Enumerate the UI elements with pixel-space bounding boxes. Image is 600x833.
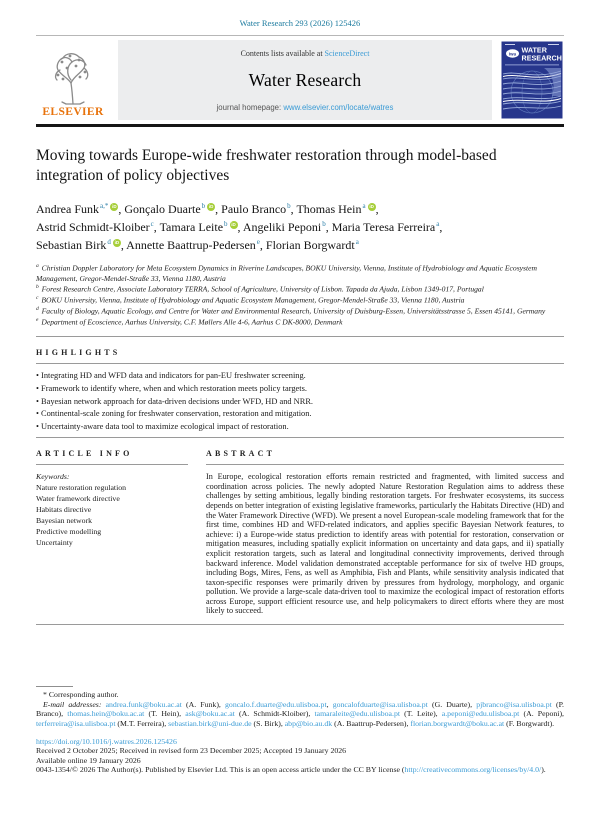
copyright-line: [36, 765, 564, 775]
abstract-text: In Europe, ecological restoration efforts remain restricted and fragmented, with limited success and coordination across policies. The newly adopted Nature Restoration Regulation aims to address these challenges by setting ambitious, legally binding restoration targets. For freshwater ecosystems, its success depends on better integration of existing legislative frameworks, particularly the Habitats Directive (HD) and the Water Framework Directive (WFD). We present a novel European-scale modeling framework that for the first time, combines HD and WFD-related indicators, and applies specific Bayesian Network features, to achieve: i) a Europe-wide status prediction to identify areas with potential for restoration, conservation or mitigation measures, including spatially explicit information on uncertainty and data gaps, and ii) spatially explicit restoration targets, such as lateral and longitudinal connectivity improvements, derived through backward inference. Model validation demonstrated acceptable performance for six of twelve HD groups, including Bogs, Mires, Fens, as well as Amphibia, Fish and Plants, while sensitivity analysis indicated that taxon-specific responses were primarily driven by pressures from hydrology, morphology, and organic pollution. We provide a large-scale data-driven tool to maximize the ecological impact of restoration efforts across Europe, support efficient resource use, and help policymakers to direct efforts where they are most likely to succeed.: [206, 472, 564, 616]
info-abstract-grid: [36, 449, 564, 616]
journal-first-page: [0, 18, 600, 625]
footnote-area: [36, 686, 564, 775]
email-label: E-mail addresses:: [43, 699, 106, 709]
keyword-item: Bayesian network: [36, 515, 93, 525]
abstract-heading: ABSTRACT: [206, 449, 276, 459]
keywords-label: Keywords:: [36, 472, 70, 482]
journal-homepage-link[interactable]: www.elsevier.com/locate/watres: [283, 103, 394, 112]
email-link[interactable]: ask@boku.ac.at: [185, 709, 235, 718]
author-name: Annette Baattrup-Pedersen$^e$,: [126, 237, 266, 252]
license-link[interactable]: http://creativecommons.org/licenses/by/4.0/: [404, 765, 542, 774]
affiliation-list: [36, 263, 564, 328]
abstract-rule: [206, 464, 564, 465]
elsevier-logo[interactable]: [36, 40, 110, 120]
email-link[interactable]: tamaraleite@edu.ulisboa.pt: [314, 709, 401, 718]
highlight-item: • Continental-scale zoning for freshwater conservation, restoration and mitigation.: [36, 409, 564, 418]
keyword-item: Nature restoration regulation: [36, 483, 127, 493]
keyword-item: Predictive modelling: [36, 526, 102, 536]
email-link[interactable]: sebastian.birk@uni-due.de: [168, 718, 252, 728]
affiliations-divider: [36, 336, 564, 337]
journal-cover-thumbnail[interactable]: [500, 40, 564, 120]
email-link[interactable]: pjbranco@isa.ulisboa.pt: [476, 699, 552, 709]
doi-line: [36, 737, 564, 746]
orcid-icon[interactable]: iD: [112, 203, 117, 209]
keyword-item: Uncertainty: [36, 537, 73, 547]
masthead: [36, 40, 564, 120]
corresponding-author-note: * Corresponding author.: [43, 690, 119, 699]
sciencedirect-link[interactable]: ScienceDirect: [324, 49, 370, 58]
masthead-bottom-rule: [36, 124, 564, 127]
highlights-list: [36, 371, 564, 431]
footnote-divider: [36, 686, 73, 687]
email-list: andrea.funk@boku.ac.at (A. Funk), goncalo.f.duarte@edu.ulisboa.pt, goncalofduarte@isa.ulisboa.pt (G. Duarte), pjbranco@isa.ulisboa.pt (P. Branco), thomas.hein@boku.ac.at (T. Hein), ask@boku.ac.at (A. Schmidt-Kloiber), tamaraleite@edu.ulisboa.pt (T. Leite), a.peponi@edu.ulisboa.pt (A. Peponi), terferreira@isa.ulisboa.pt (M.T. Ferreira), sebastian.birk@uni-due.de (S. Birk), abp@bio.au.dk (A. Baattrup-Pedersen), florian.borgwardt@boku.ac.at (F. Borgwardt).: [36, 699, 565, 728]
affiliation: $^b$ Forest Research Centre, Associate Laboratory TERRA, School of Agriculture, University of Lisbon. Tapada da Ajuda, Lisbon 1349-017, Portugal: [36, 284, 484, 294]
highlights-bottom-divider: [36, 437, 564, 438]
orcid-icon[interactable]: iD: [114, 239, 120, 245]
homepage-line: [217, 103, 394, 112]
highlights-heading: HIGHLIGHTS: [36, 348, 121, 358]
highlight-item: • Integrating HD and WFD data and indicators for pan-EU freshwater screening.: [36, 371, 564, 380]
keyword-item: Water framework directive: [36, 493, 120, 503]
author-name: Gonçalo Duarte$^b$ iD ,: [124, 201, 222, 216]
elsevier-tree-icon: [46, 50, 100, 106]
running-head-citation: Water Research 293 (2026) 125426: [239, 18, 361, 28]
journal-title: Water Research: [248, 70, 362, 90]
copyright-suffix: ).: [541, 765, 546, 774]
keywords-block: [36, 472, 188, 548]
email-link[interactable]: goncalofduarte@isa.ulisboa.pt: [332, 699, 428, 709]
highlight-item: • Bayesian network approach for data-driven decisions under WFD, HD and NRR.: [36, 397, 564, 406]
email-link[interactable]: abp@bio.au.dk: [284, 718, 333, 728]
cover-title-line1: WATER: [521, 45, 547, 55]
author-list: [36, 200, 564, 254]
article-info-column: [36, 449, 188, 616]
highlight-item: • Uncertainty-aware data tool to maximize ecological impact of restoration.: [36, 422, 564, 431]
author-name: Maria Teresa Ferreira$^a$,: [331, 219, 443, 234]
orcid-icon[interactable]: iD: [369, 203, 374, 209]
elsevier-wordmark: ELSEVIER: [42, 105, 104, 118]
masthead-box: [118, 40, 492, 120]
contents-line: [241, 49, 370, 58]
author-name: Tamara Leite$^b$ iD ,: [159, 219, 243, 234]
email-link[interactable]: goncalo.f.duarte@edu.ulisboa.pt: [225, 699, 327, 709]
iwa-badge-text: iwa: [508, 51, 517, 57]
article-title: Moving towards Europe-wide freshwater restoration through model-based integration of policy objectives: [36, 147, 497, 185]
email-link[interactable]: terferreira@isa.ulisboa.pt: [36, 718, 116, 728]
highlight-item: • Framework to identify where, when and which restoration meets policy targets.: [36, 384, 564, 393]
orcid-icon[interactable]: iD: [231, 221, 236, 227]
affiliation: $^d$ Faculty of Biology, Aquatic Ecology, and Centre for Water and Environmental Research, University of Duisburg-Essen, Universitätsstrasse 5, Essen 45141, Germany: [36, 306, 546, 316]
keywords-list: [36, 483, 188, 548]
copyright-text: 0043-1354/© 2026 The Author(s). Published by Elsevier Ltd. This is an open access article under the CC BY license (: [36, 765, 405, 774]
abstract-bottom-divider: [36, 624, 564, 625]
email-link[interactable]: andrea.funk@boku.ac.at: [105, 699, 182, 709]
keyword-item: Habitats directive: [36, 504, 92, 514]
affiliation: $^c$ BOKU University, Vienna, Institute of Hydrobiology and Aquatic Ecosystem Management, Gregor-Mendel-Straße 33, Vienna 1180, Austria: [36, 295, 465, 305]
author-name: Astrid Schmidt-Kloiber$^c$,: [36, 219, 160, 234]
available-online: Available online 19 January 2026: [36, 755, 141, 765]
homepage-prefix: journal homepage:: [216, 103, 284, 112]
author-name: Thomas Hein$^a$ iD ,: [296, 201, 379, 216]
cover-title-line2: RESEARCH: [521, 53, 562, 63]
author-name: Paulo Branco$^b$,: [221, 201, 297, 216]
top-divider: [36, 35, 564, 36]
author-name: Angeliki Peponi$^b$,: [242, 219, 332, 234]
abstract-column: [206, 449, 564, 616]
author-name: Sebastian Birk$^d$ iD ,: [36, 237, 127, 252]
affiliation: $^a$ Christian Doppler Laboratory for Meta Ecosystem Dynamics in Riverine Landscapes, BOKU University, Vienna, Institute of Hydrobiology and Aquatic Ecosystem Management, Gregor-Mendel-Straße 33, Vienna 1180, Austria: [36, 262, 537, 283]
article-info-rule: [36, 464, 188, 465]
email-link[interactable]: a.peponi@edu.ulisboa.pt: [441, 709, 520, 718]
email-link[interactable]: thomas.hein@boku.ac.at: [67, 709, 145, 718]
article-info-heading: ARTICLE INFO: [36, 449, 133, 459]
email-link[interactable]: florian.borgwardt@boku.ac.at: [410, 718, 505, 728]
contents-prefix: Contents lists available at: [240, 49, 325, 58]
orcid-icon[interactable]: iD: [208, 203, 214, 209]
affiliation: $^e$ Department of Ecoscience, Aarhus University, C.F. Møllers Alle 4-6, Aarhus C DK-8000, Denmark: [36, 317, 343, 327]
received-dates: Received 2 October 2025; Received in revised form 23 December 2025; Accepted 19 January 2026: [36, 746, 347, 755]
email-addresses: [36, 700, 564, 729]
author-name: Florian Borgwardt$^a$: [265, 237, 359, 252]
doi-link[interactable]: https://doi.org/10.1016/j.watres.2026.125426: [36, 737, 177, 746]
author-name: Andrea Funk$^{a,*}$ iD ,: [36, 201, 125, 216]
highlights-rule: [36, 363, 564, 364]
